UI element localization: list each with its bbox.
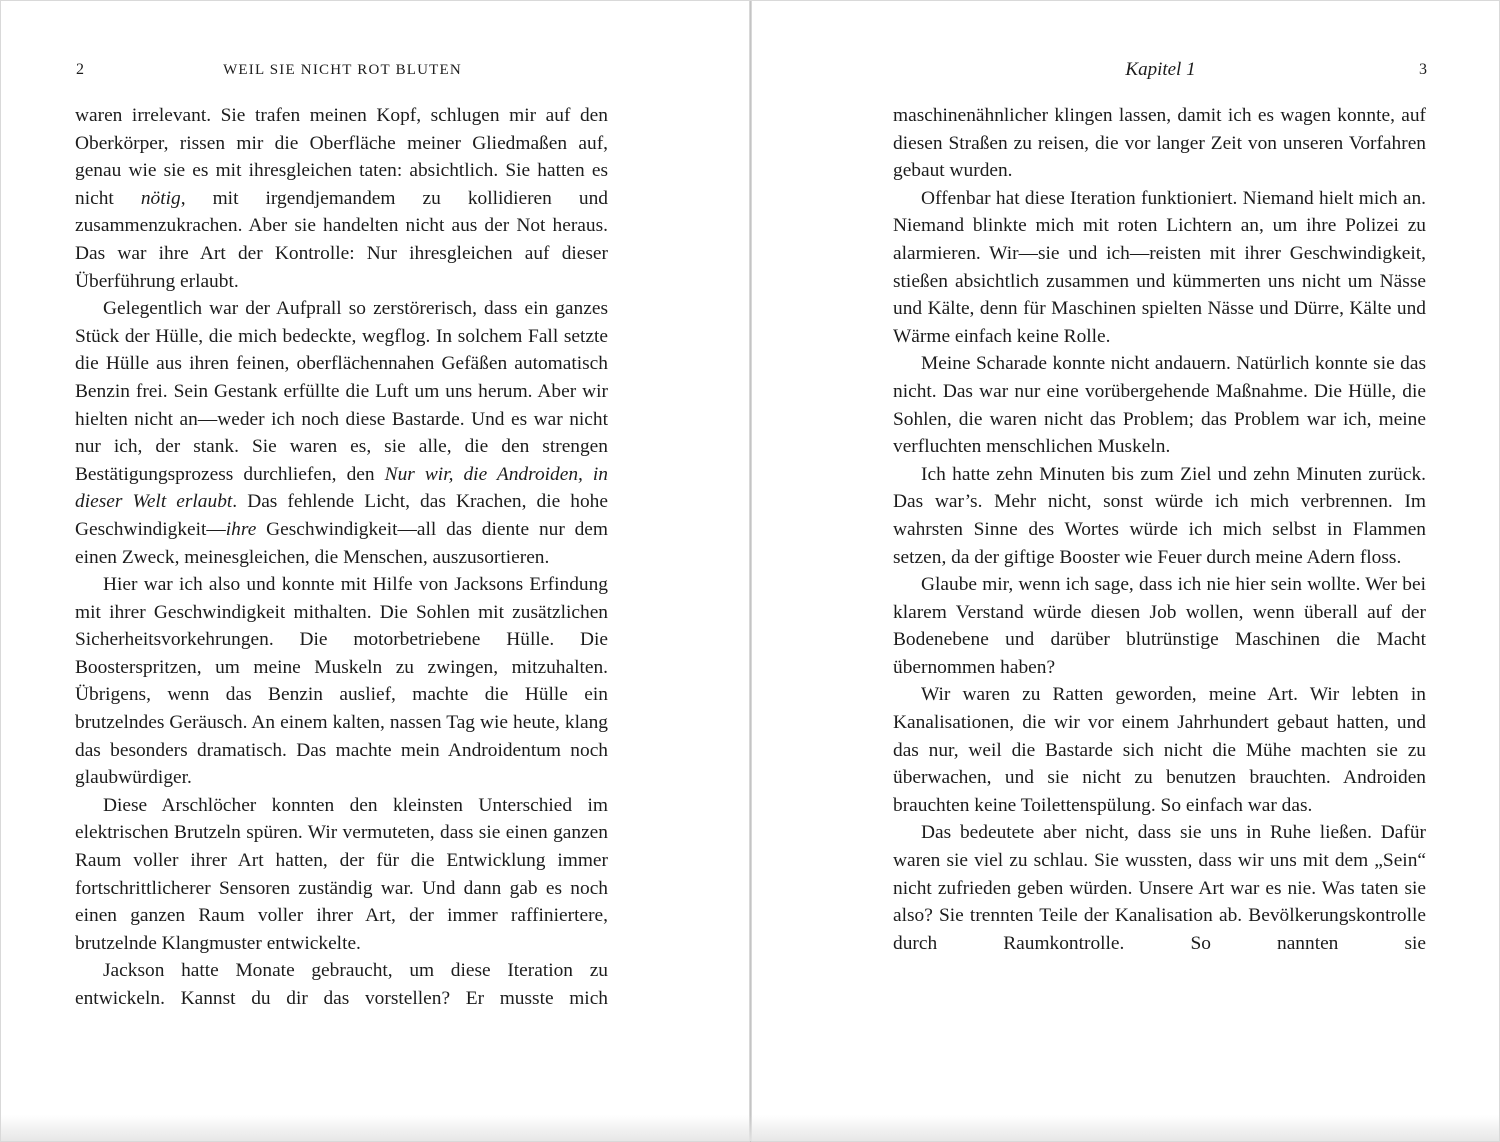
paragraph	[893, 819, 1426, 957]
paragraph	[75, 571, 608, 792]
text-run: Glaube mir, wenn ich sage, dass ich nie hier sein wollte. Wer bei klarem Verstand würde diesen Job wollen, wenn überall auf der Bodenebene und darüber blutrünstige Maschinen die Macht übernommen haben?	[893, 574, 1426, 678]
paragraph	[893, 350, 1426, 460]
right-body-text	[893, 102, 1426, 957]
right-page-number: 3	[1419, 61, 1427, 78]
paragraph	[75, 295, 608, 571]
paragraph	[893, 185, 1426, 351]
text-run: Hier war ich also und konnte mit Hilfe von Jacksons Erfindung mit ihrer Geschwindigkeit mithalten. Die Sohlen mit zusätzlichen Sicherheitsvorkehrungen. Die motorbetriebene Hülle. Die Boosterspritzen, um meine Muskeln zu zwingen, mitzuhalten. Übrigens, wenn das Benzin auslief, machte die Hülle ein brutzelndes Geräusch. An einem kalten, nassen Tag wie heute, klang das besonders dramatisch. Das machte mein Androidentum noch glaubwürdiger.	[75, 574, 608, 789]
emphasis-run: ihre	[225, 518, 257, 540]
emphasis-run: nötig	[140, 187, 181, 209]
emphasis-run: Nur wir, die Androiden, in dieser Welt erlaubt	[75, 463, 609, 513]
text-run: Wir waren zu Ratten geworden, meine Art. Wir lebten in Kanalisationen, die wir vor einem Jahrhundert gebaut hatten, und das nur, weil die Bastarde sich nicht die Mühe machten sie zu überwachen, und sie nicht zu benutzen brauchten. Androiden brauchten keine Toilettenspülung. So einfach war das.	[893, 684, 1426, 816]
paragraph	[75, 102, 608, 295]
text-run: Ich hatte zehn Minuten bis zum Ziel und zehn Minuten zurück. Das war’s. Mehr nicht, sonst würde ich mich verbrennen. Im wahrsten Sinne des Wortes würde ich mich selbst in Flammen setzen, da der giftige Booster wie Feuer durch meine Adern floss.	[893, 463, 1426, 568]
paragraph	[75, 957, 608, 1012]
right-running-head	[894, 58, 1427, 82]
paragraph	[75, 792, 608, 958]
text-run: Geschwindigkeit—all das diente nur dem einen Zweck, meinesgleichen, die Menschen, auszusortieren.	[75, 518, 608, 568]
bottom-page-shadow	[1, 1115, 1499, 1141]
left-body-text	[75, 102, 608, 1013]
paragraph	[893, 571, 1426, 681]
paragraph	[893, 681, 1426, 819]
text-run: Offenbar hat diese Iteration funktioniert. Niemand hielt mich an. Niemand blinkte mich mit roten Lichtern an, um ihre Polizei zu alarmieren. Wir—sie und ich—reisten mit ihrer Geschwindigkeit, stießen absichtlich zusammen und kümmerten uns nicht um Nässe und Kälte, denn für Maschinen spielten Nässe und Dürre, Kälte und Wärme einfach keine Rolle.	[893, 187, 1426, 347]
text-run: Gelegentlich war der Aufprall so zerstörerisch, dass ein ganzes Stück der Hülle, die mich bedeckte, wegflog. In solchem Fall setzte die Hülle aus ihren feinen, oberflächennahen Gefäßen automatisch Benzin frei. Sein Gestank erfüllte die Luft um uns herum. Aber wir hielten nicht an—weder ich noch diese Bastarde. Und es war nicht nur ich, der stank. Sie waren es, sie alle, die den strengen Bestätigungsprozess durchliefen, den	[75, 298, 608, 485]
text-run: Meine Scharade konnte nicht andauern. Natürlich konnte sie das nicht. Das war nur eine vorübergehende Maßnahme. Die Hülle, die Sohlen, die waren nicht das Problem; das Problem war ich, meine verfluchten menschlichen Muskeln.	[893, 353, 1426, 458]
text-run: waren irrelevant. Sie trafen meinen Kopf, schlugen mir auf den Oberkörper, rissen mir die Oberfläche meiner Gliedmaßen auf, genau wie sie es mit ihresgleichen taten: absichtlich. Sie hatten es nicht	[75, 105, 608, 209]
paragraph	[893, 102, 1426, 185]
left-running-head	[76, 58, 609, 82]
right-page[interactable]	[752, 3, 1499, 1139]
text-run: Das bedeutete aber nicht, dass sie uns in Ruhe ließen. Dafür waren sie viel zu schlau. Sie wussten, dass wir uns mit dem „Sein“ nicht zufrieden geben würden. Unsere Art war es nie. Was taten sie also? Sie trennten Teile der Kanalisation ab. Bevölkerungskontrolle durch Raumkontrolle. So nannten sie	[893, 822, 1426, 954]
text-run: maschinenähnlicher klingen lassen, damit ich es wagen konnte, auf diesen Straßen zu reisen, die vor langer Zeit von unseren Vorfahren gebaut wurden.	[893, 105, 1426, 182]
text-run: . Das fehlende Licht, das Krachen, die hohe Geschwindigkeit—	[75, 491, 608, 540]
text-run: Diese Arschlöcher konnten den kleinsten Unterschied im elektrischen Brutzeln spüren. Wir vermuteten, dass sie einen ganzen Raum voller ihrer Art hatten, der für die Entwicklung immer fortschrittlicherer Sensoren zuständig war. Und dann gab es noch einen ganzen Raum voller ihrer Art, der immer raffiniertere, brutzelnde Klangmuster entwickelte.	[75, 794, 608, 954]
right-running-title: Kapitel 1	[1125, 59, 1196, 80]
paragraph	[893, 461, 1426, 571]
left-page[interactable]	[3, 3, 749, 1139]
text-run: , mit irgendjemandem zu kollidieren und zusammenzukrachen. Aber sie handelten nicht aus der Not heraus. Das war ihre Art der Kontrolle: Nur ihresgleichen auf dieser Überführung erlaubt.	[75, 187, 608, 292]
left-running-title: WEIL SIE NICHT ROT BLUTEN	[223, 62, 462, 78]
text-run: Jackson hatte Monate gebraucht, um diese Iteration zu entwickeln. Kannst du dir das vorstellen? Er musste mich	[75, 960, 608, 1009]
left-page-number: 2	[76, 61, 84, 78]
